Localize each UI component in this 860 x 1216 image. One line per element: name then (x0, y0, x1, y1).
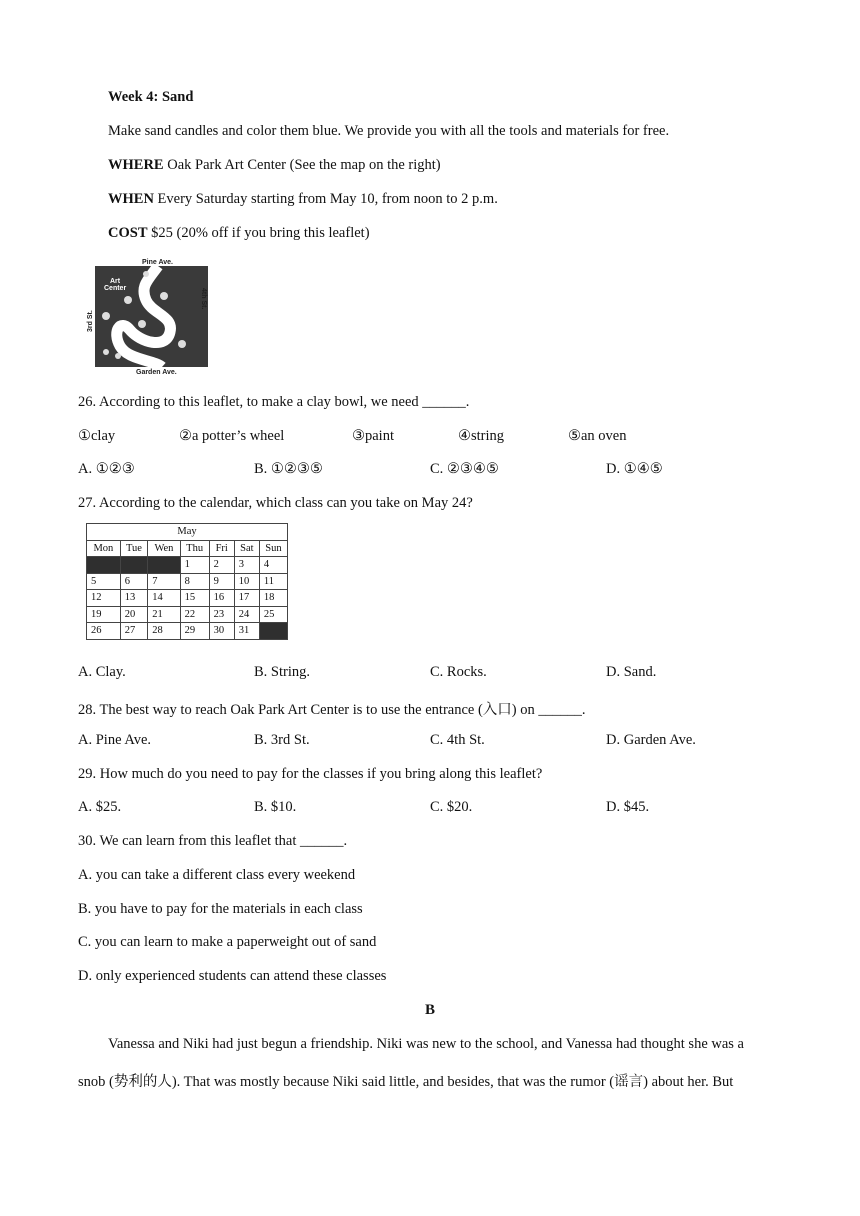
when-text: Every Saturday starting from May 10, from noon to 2 p.m. (153, 191, 498, 207)
q28-option-b[interactable]: B. 3rd St. (254, 732, 310, 748)
q27-option-c[interactable]: C. Rocks. (430, 664, 487, 680)
q30-option-a[interactable]: A. you can take a different class every weekend (78, 867, 356, 883)
park-map (84, 256, 218, 380)
map-4th-label: 4th St. (200, 288, 207, 310)
q27-option-d[interactable]: D. Sand. (606, 664, 657, 680)
calendar-cell: 17 (234, 590, 259, 607)
calendar-cell (148, 557, 180, 574)
calendar-day-sat: Sat (234, 540, 259, 557)
where-line (108, 157, 441, 174)
calendar-cell: 12 (87, 590, 121, 607)
calendar-cell: 16 (209, 590, 234, 607)
calendar-month: May (87, 524, 288, 541)
q28-option-d[interactable]: D. Garden Ave. (606, 732, 696, 748)
calendar-cell (120, 557, 147, 574)
calendar-cell: 21 (148, 606, 180, 623)
calendar-cell: 7 (148, 573, 180, 590)
calendar-cell: 31 (234, 623, 259, 640)
passage-line-1: Vanessa and Niki had just begun a friendship. Niki was new to the school, and Vanessa had thought she was a (108, 1036, 744, 1052)
q26-option-c[interactable]: C. ②③④⑤ (430, 461, 499, 477)
where-label: WHERE (108, 157, 164, 173)
calendar-cell: 13 (120, 590, 147, 607)
q29-option-d[interactable]: D. $45. (606, 799, 650, 815)
q26-option-d[interactable]: D. ①④⑤ (606, 461, 663, 477)
question-29: 29. How much do you need to pay for the classes if you bring along this leaflet? (78, 766, 543, 782)
q26-item-3: ③paint (352, 428, 394, 444)
q30-option-d[interactable]: D. only experienced students can attend these classes (78, 968, 387, 984)
map-3rd-label: 3rd St. (87, 310, 94, 332)
q28-option-c[interactable]: C. 4th St. (430, 732, 485, 748)
q26-item-1: ①clay (78, 428, 116, 444)
question-30: 30. We can learn from this leaflet that ______. (78, 833, 348, 849)
calendar-cell: 4 (259, 557, 287, 574)
calendar-day-fri: Fri (209, 540, 234, 557)
when-label: WHEN (108, 191, 154, 207)
calendar-cell (87, 557, 121, 574)
q28-option-a[interactable]: A. Pine Ave. (78, 732, 152, 748)
calendar-cell: 15 (180, 590, 209, 607)
calendar-cell (259, 623, 287, 640)
calendar-cell: 26 (87, 623, 121, 640)
calendar-cell: 2 (209, 557, 234, 574)
question-26: 26. According to this leaflet, to make a clay bowl, we need ______. (78, 394, 470, 410)
calendar-week (87, 573, 288, 590)
when-line (108, 191, 498, 208)
cost-label: COST (108, 225, 148, 241)
calendar-cell: 6 (120, 573, 147, 590)
calendar-cell: 23 (209, 606, 234, 623)
calendar-week (87, 606, 288, 623)
calendar-cell: 30 (209, 623, 234, 640)
calendar-cell: 8 (180, 573, 209, 590)
calendar-day-wen: Wen (148, 540, 180, 557)
q29-option-a[interactable]: A. $25. (78, 799, 122, 815)
calendar-cell: 18 (259, 590, 287, 607)
calendar-cell: 28 (148, 623, 180, 640)
calendar-cell: 9 (209, 573, 234, 590)
q26-item-4: ④string (458, 428, 505, 444)
q29-option-b[interactable]: B. $10. (254, 799, 297, 815)
map-garden-label: Garden Ave. (136, 369, 177, 376)
calendar-cell: 29 (180, 623, 209, 640)
q29-option-c[interactable]: C. $20. (430, 799, 473, 815)
calendar-cell: 5 (87, 573, 121, 590)
calendar-cell: 19 (87, 606, 121, 623)
calendar-cell: 11 (259, 573, 287, 590)
passage-line-2: snob (势利的人). That was mostly because Niki said little, and besides, that was the rumor (谣言) about her. But (78, 1074, 734, 1090)
calendar-cell: 24 (234, 606, 259, 623)
may-calendar (86, 523, 288, 645)
map-pine-label: Pine Ave. (142, 259, 173, 266)
calendar-day-tue: Tue (120, 540, 147, 557)
calendar-day-thu: Thu (180, 540, 209, 557)
week4-description: Make sand candles and color them blue. We provide you with all the tools and materials for free. (108, 123, 670, 139)
calendar-week (87, 557, 288, 574)
calendar-cell: 1 (180, 557, 209, 574)
map-art-label: Art (110, 278, 121, 285)
q27-option-a[interactable]: A. Clay. (78, 664, 126, 680)
cost-line (108, 225, 370, 242)
calendar-cell: 3 (234, 557, 259, 574)
calendar-cell: 20 (120, 606, 147, 623)
calendar-week (87, 623, 288, 640)
q27-option-b[interactable]: B. String. (254, 664, 310, 680)
q26-item-5: ⑤an oven (568, 428, 627, 444)
calendar-cell: 27 (120, 623, 147, 640)
q26-option-b[interactable]: B. ①②③⑤ (254, 461, 323, 477)
where-text: Oak Park Art Center (See the map on the right) (163, 157, 441, 173)
calendar-cell: 25 (259, 606, 287, 623)
q26-item-2: ②a potter’s wheel (179, 428, 285, 444)
question-27: 27. According to the calendar, which class can you take on May 24? (78, 495, 473, 511)
q30-option-b[interactable]: B. you have to pay for the materials in each class (78, 901, 363, 917)
question-28: 28. The best way to reach Oak Park Art Center is to use the entrance (入口) on ______. (78, 702, 586, 718)
calendar-cell: 10 (234, 573, 259, 590)
calendar-week (87, 590, 288, 607)
week4-heading: Week 4: Sand (108, 89, 194, 105)
cost-text: $25 (20% off if you bring this leaflet) (147, 225, 370, 241)
calendar-day-mon: Mon (87, 540, 121, 557)
q26-option-a[interactable]: A. ①②③ (78, 461, 135, 477)
q30-option-c[interactable]: C. you can learn to make a paperweight out of sand (78, 934, 377, 950)
section-b-heading: B (424, 1002, 435, 1018)
calendar-cell: 22 (180, 606, 209, 623)
map-center-label: Center (104, 285, 127, 292)
calendar-cell: 14 (148, 590, 180, 607)
calendar-day-sun: Sun (259, 540, 287, 557)
